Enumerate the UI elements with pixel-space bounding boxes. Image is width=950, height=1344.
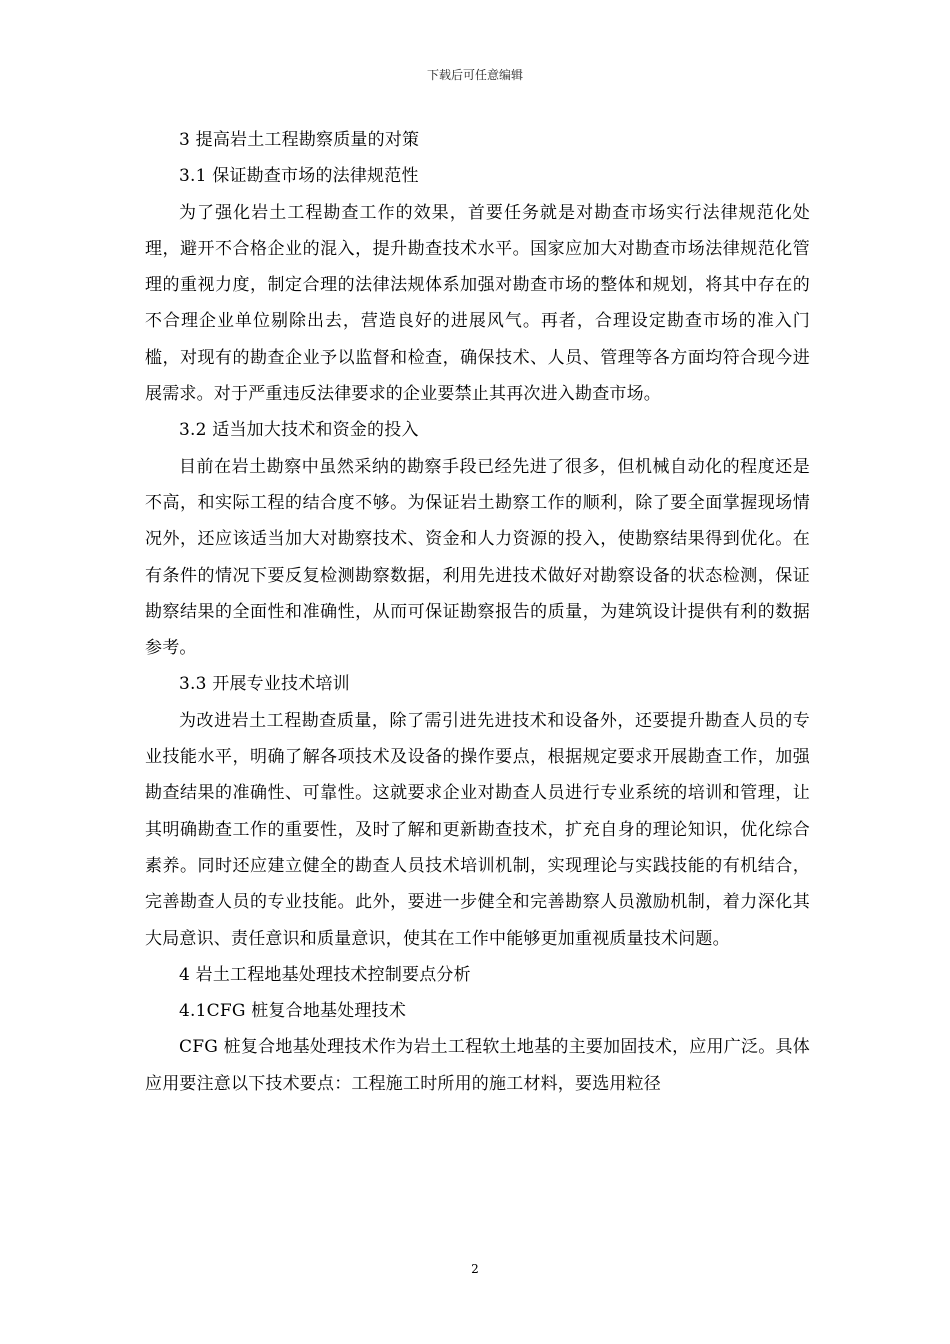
subsection-heading: 3.1 保证勘查市场的法律规范性 (179, 166, 419, 187)
section-heading: 3 提高岩土工程勘察质量的对策 (179, 130, 420, 150)
subsection-heading: 3.2 适当加大技术和资金的投入 (179, 420, 419, 441)
paragraph: 为了强化岩土工程勘查工作的效果，首要任务就是对勘查市场实行法律规范化处理，避开不合格企业的混入，提升勘查技术水平。国家应加大对勘查市场法律规范化管理的重视力度，制定合理的法律法规体系加强对勘查市场的整体和规划，将其中存在的不合理企业单位剔除出去，营造良好的进展风气。再者，合理设定勘查市场的准入门槛，对现有的勘查企业予以监督和检查，确保技术、人员、管理等各方面均符合现今进展需求。对于严重违反法律要求的企业要禁止其再次进入勘查市场。 (145, 202, 810, 405)
paragraph: 目前在岩土勘察中虽然采纳的勘察手段已经先进了很多，但机械自动化的程度还是不高，和实际工程的结合度不够。为保证岩土勘察工作的顺利，除了要全面掌握现场情况外，还应该适当加大对勘察技术、资金和人力资源的投入，使勘察结果得到优化。在有条件的情况下要反复检测勘察数据，利用先进技术做好对勘察设备的状态检测，保证勘察结果的全面性和准确性，从而可保证勘察报告的质量，为建筑设计提供有利的数据参考。 (145, 456, 810, 659)
paragraph: 为改进岩土工程勘查质量，除了需引进先进技术和设备外，还要提升勘查人员的专业技能水平，明确了解各项技术及设备的操作要点，根据规定要求开展勘查工作，加强勘查结果的准确性、可靠性。这就要求企业对勘查人员进行专业系统的培训和管理，让其明确勘查工作的重要性，及时了解和更新勘查技术，扩充自身的理论知识，优化综合素养。同时还应建立健全的勘查人员技术培训机制，实现理论与实践技能的有机结合，完善勘查人员的专业技能。此外，要进一步健全和完善勘察人员激励机制，着力深化其大局意识、责任意识和质量意识，使其在工作中能够更加重视质量技术问题。 (145, 710, 810, 949)
subsection-heading: 4.1CFG 桩复合地基处理技术 (179, 1001, 407, 1022)
paragraph: CFG 桩复合地基处理技术作为岩土工程软土地基的主要加固技术，应用广泛。具体应用要注意以下技术要点：工程施工时所用的施工材料，要选用粒径 (145, 1037, 810, 1094)
document-body (145, 122, 810, 1102)
section-heading: 4 岩土工程地基处理技术控制要点分析 (179, 964, 471, 985)
page-number: 2 (471, 1262, 479, 1276)
subsection-heading: 3.3 开展专业技术培训 (179, 674, 350, 695)
page-header: 下载后可任意编辑 (426, 68, 523, 82)
